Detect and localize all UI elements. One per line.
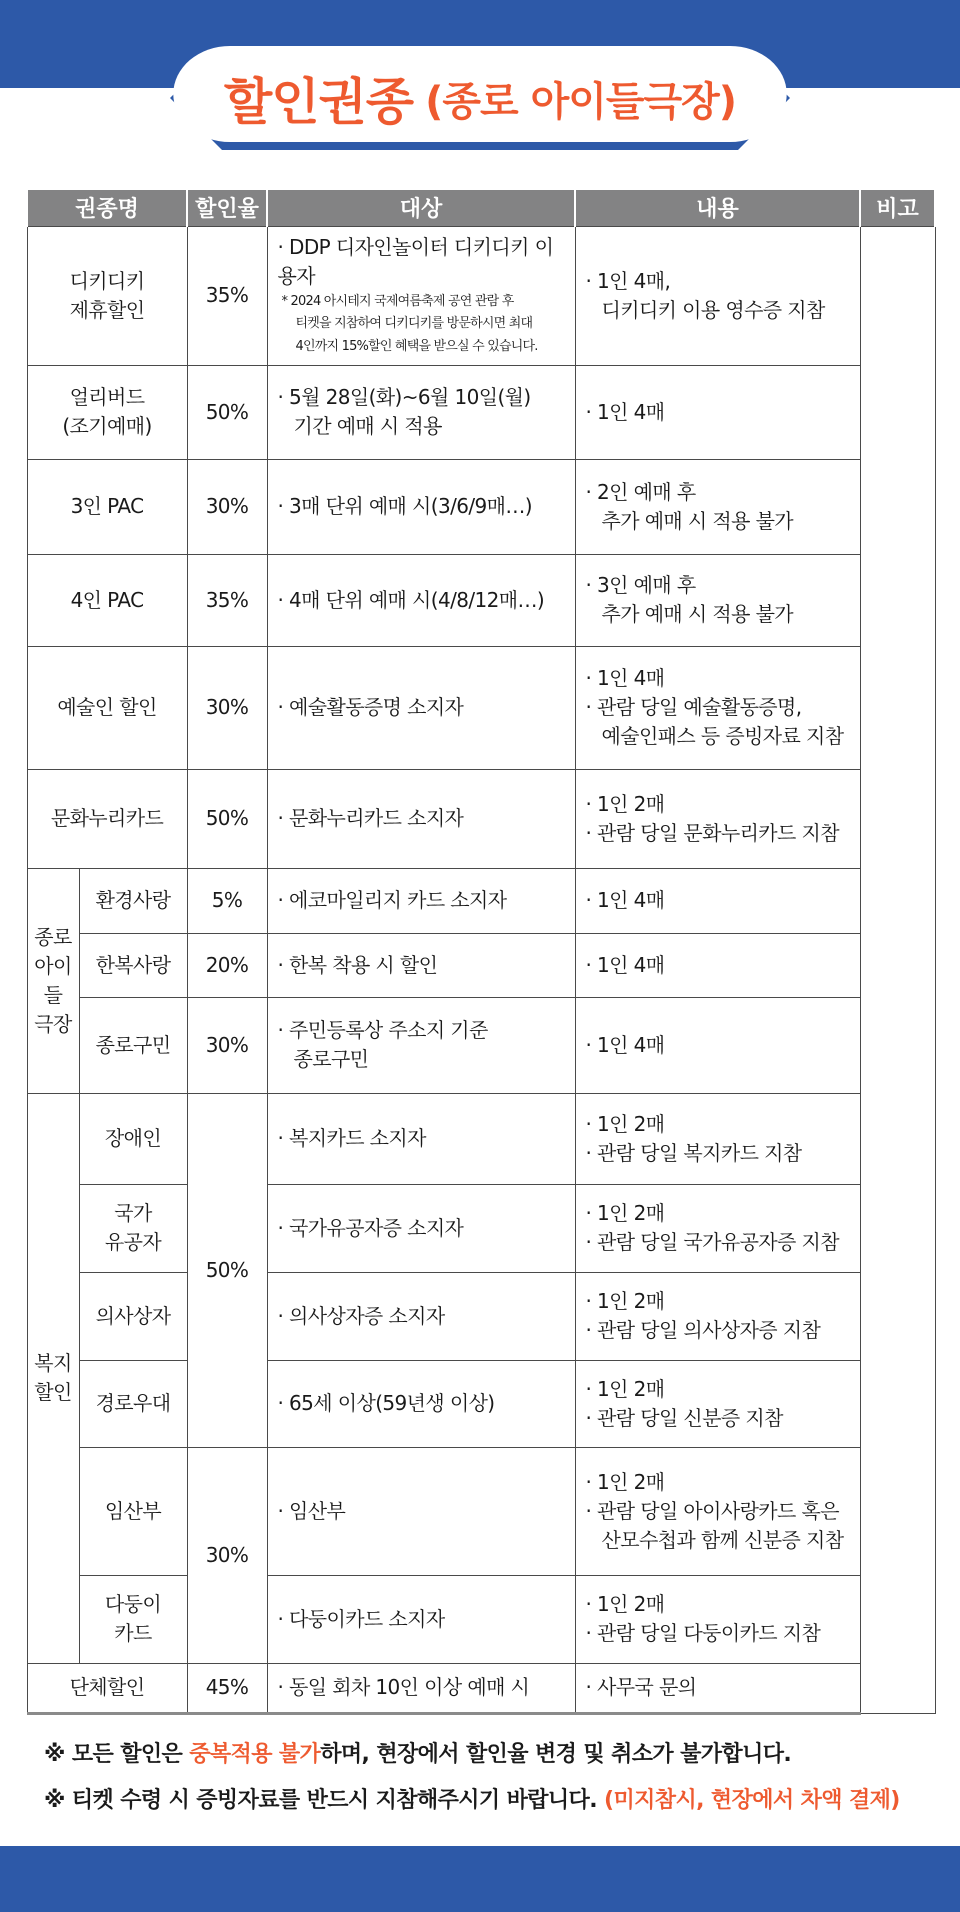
table-row — [27, 554, 935, 646]
name-line: 유공자 — [104, 1230, 162, 1255]
discount-rate: 20% — [187, 933, 267, 997]
discount-rate: 35% — [187, 226, 267, 365]
target-line: 기간 예매 시 적용 — [293, 414, 442, 439]
ticket-name — [79, 1184, 187, 1272]
content-line: · 1인 2매 — [585, 1376, 665, 1401]
content-line: · 1인 2매 — [585, 1289, 665, 1314]
ticket-name: 4인 PAC — [27, 554, 187, 646]
page-title — [168, 44, 792, 152]
target-line: · 5월 28일(화)~6월 10일(월) — [277, 385, 531, 410]
name-line: 디키디키 — [69, 268, 145, 293]
discount-table — [26, 190, 936, 1715]
target-line: · 의사상자증 소지자 — [277, 1303, 445, 1328]
content-line: 추가 예매 시 적용 불가 — [601, 508, 794, 533]
content — [575, 365, 860, 459]
content-line: · 1인 4매 — [585, 952, 665, 977]
name-line: (조기예매) — [62, 414, 152, 439]
table-header-row — [27, 190, 935, 226]
content-line: · 관람 당일 문화누리카드 지참 — [585, 820, 839, 845]
target — [267, 554, 575, 646]
group-jongno-theater — [27, 868, 79, 1093]
header-target: 대상 — [267, 190, 575, 226]
discount-rate: 30% — [187, 646, 267, 769]
target — [267, 1272, 575, 1360]
header-content: 내용 — [575, 190, 860, 226]
target — [267, 868, 575, 933]
content-line: · 1인 4매 — [585, 888, 665, 913]
content-line: · 1인 4매 — [585, 399, 665, 424]
content-line: · 2인 예매 후 — [585, 479, 696, 504]
content-line: · 관람 당일 예술활동증명, — [585, 695, 802, 720]
discount-rate: 30% — [187, 997, 267, 1093]
notice-no-duplicate — [44, 1732, 944, 1778]
content — [575, 1360, 860, 1447]
ticket-name: 문화누리카드 — [27, 769, 187, 868]
content-line: · 1인 2매 — [585, 1469, 665, 1494]
table-row — [27, 365, 935, 459]
target-line: · 한복 착용 시 할인 — [277, 952, 438, 977]
content — [575, 554, 860, 646]
table-row — [27, 1447, 935, 1575]
content — [575, 1447, 860, 1575]
ticket-name: 종로구민 — [79, 997, 187, 1093]
notice-highlight: (미지참시, 현장에서 차액 결제) — [604, 1788, 900, 1813]
target-line: · 복지카드 소지자 — [277, 1126, 426, 1151]
group-line: 복지 — [34, 1351, 72, 1376]
target-line: · 에코마일리지 카드 소지자 — [277, 888, 507, 913]
target-line: · DDP 디자인놀이터 디키디키 이용자 — [277, 234, 554, 288]
target — [267, 1575, 575, 1663]
name-line: 다둥이 — [104, 1592, 162, 1617]
ticket-name: 장애인 — [79, 1093, 187, 1184]
discount-rate: 35% — [187, 554, 267, 646]
title-main: 할인권종 — [223, 73, 414, 131]
table-row — [27, 997, 935, 1093]
table-row — [27, 1093, 935, 1184]
content-line: · 1인 4매, — [585, 268, 671, 293]
content-line: · 1인 4매 — [585, 1032, 665, 1057]
target — [267, 1184, 575, 1272]
header-ticket-name: 권종명 — [27, 190, 187, 226]
content — [575, 226, 860, 365]
target-line: · 3매 단위 예매 시(3/6/9매…) — [277, 494, 532, 519]
name-line: 카드 — [114, 1621, 152, 1646]
header-discount-rate: 할인율 — [187, 190, 267, 226]
target-line: · 문화누리카드 소지자 — [277, 806, 464, 831]
ticket-name: 예술인 할인 — [27, 646, 187, 769]
target-line: · 동일 회차 10인 이상 예매 시 — [277, 1675, 530, 1700]
discount-rate: 50% — [187, 1093, 267, 1447]
name-line: 얼리버드 — [69, 385, 145, 410]
group-line: 종로 — [34, 924, 72, 949]
remarks-column — [860, 226, 935, 1713]
content-line: · 관람 당일 국가유공자증 지참 — [585, 1230, 839, 1255]
content-line: · 1인 2매 — [585, 1111, 665, 1136]
group-line: 아이들 — [34, 953, 72, 1007]
table-row — [27, 868, 935, 933]
target — [267, 646, 575, 769]
name-line: 국가 — [114, 1201, 152, 1226]
table-row — [27, 459, 935, 554]
notice-text: ※ 모든 할인은 — [44, 1742, 190, 1767]
ticket-name: 임산부 — [79, 1447, 187, 1575]
target — [267, 365, 575, 459]
content — [575, 1093, 860, 1184]
content-line: · 사무국 문의 — [585, 1675, 697, 1700]
notice-highlight: 중복적용 불가 — [189, 1742, 321, 1767]
content — [575, 868, 860, 933]
target — [267, 1093, 575, 1184]
target — [267, 1663, 575, 1713]
content-line: 예술인패스 등 증빙자료 지참 — [601, 724, 844, 749]
discount-rate: 5% — [187, 868, 267, 933]
target-line: · 4매 단위 예매 시(4/8/12매…) — [277, 587, 545, 612]
target-line: 종로구민 — [293, 1047, 369, 1072]
title-sub: (종로 아이들극장) — [425, 78, 737, 125]
discount-rate: 30% — [187, 459, 267, 554]
table-row — [27, 1360, 935, 1447]
discount-rate: 50% — [187, 365, 267, 459]
content — [575, 933, 860, 997]
notice-section — [44, 1732, 944, 1824]
target — [267, 1360, 575, 1447]
content-line: 디키디키 이용 영수증 지참 — [601, 297, 825, 322]
group-welfare-discount — [27, 1093, 79, 1663]
target-line: · 65세 이상(59년생 이상) — [277, 1391, 495, 1416]
ticket-name: 3인 PAC — [27, 459, 187, 554]
table-row — [27, 933, 935, 997]
header-remarks: 비고 — [860, 190, 935, 226]
content-line: 산모수첩과 함께 신분증 지참 — [601, 1527, 844, 1552]
content-line: · 관람 당일 신분증 지참 — [585, 1405, 783, 1430]
content-line: · 관람 당일 아이사랑카드 혹은 — [585, 1498, 839, 1523]
target — [267, 933, 575, 997]
discount-rate: 50% — [187, 769, 267, 868]
ticket-name — [27, 226, 187, 365]
content-line: · 1인 4매 — [585, 666, 665, 691]
group-line: 할인 — [34, 1380, 72, 1405]
notice-bring-proof — [44, 1778, 944, 1824]
discount-rate: 45% — [187, 1663, 267, 1713]
content — [575, 459, 860, 554]
title-banner — [168, 44, 792, 152]
target-line: · 국가유공자증 소지자 — [277, 1215, 464, 1240]
content-line: 추가 예매 시 적용 불가 — [601, 602, 794, 627]
content-line: · 1인 2매 — [585, 1201, 665, 1226]
table-row — [27, 226, 935, 365]
target — [267, 1447, 575, 1575]
ticket-name: 단체할인 — [27, 1663, 187, 1713]
target-line: · 주민등록상 주소지 기준 — [277, 1018, 488, 1043]
target-line: · 예술활동증명 소지자 — [277, 695, 464, 720]
content-line: · 1인 2매 — [585, 1592, 665, 1617]
target — [267, 226, 575, 365]
target — [267, 769, 575, 868]
table-row — [27, 1184, 935, 1272]
target — [267, 997, 575, 1093]
table-row — [27, 769, 935, 868]
name-line: 제휴할인 — [69, 297, 145, 322]
ticket-name — [27, 365, 187, 459]
table-row — [27, 1575, 935, 1663]
content — [575, 646, 860, 769]
target-note-line: * 2024 아시테지 국제여름축제 공연 관람 후 — [281, 293, 514, 309]
content — [575, 1663, 860, 1713]
target-note-line: 티켓을 지참하여 디키디키를 방문하시면 최대 — [295, 316, 533, 332]
notice-text: 하며, 현장에서 할인율 변경 및 취소가 불가합니다. — [320, 1742, 792, 1767]
ticket-name: 의사상자 — [79, 1272, 187, 1360]
content-line: · 3인 예매 후 — [585, 573, 696, 598]
content — [575, 1272, 860, 1360]
group-line: 극장 — [34, 1011, 72, 1036]
target-line: · 다둥이카드 소지자 — [277, 1606, 445, 1631]
ticket-name: 경로우대 — [79, 1360, 187, 1447]
target-note-line: 4인까지 15%할인 혜택을 받으실 수 있습니다. — [295, 339, 538, 354]
content — [575, 1575, 860, 1663]
target — [267, 459, 575, 554]
content — [575, 997, 860, 1093]
table-row — [27, 646, 935, 769]
bottom-band — [0, 1846, 960, 1912]
content-line: · 1인 2매 — [585, 791, 665, 816]
content-line: · 관람 당일 의사상자증 지참 — [585, 1318, 821, 1343]
table-row — [27, 1663, 935, 1713]
table-row — [27, 1272, 935, 1360]
target-line: · 임산부 — [277, 1498, 346, 1523]
ticket-name: 환경사랑 — [79, 868, 187, 933]
ticket-name: 한복사랑 — [79, 933, 187, 997]
content-line: · 관람 당일 복지카드 지참 — [585, 1140, 802, 1165]
notice-text: ※ 티켓 수령 시 증빙자료를 반드시 지참해주시기 바랍니다. — [44, 1788, 605, 1813]
content-line: · 관람 당일 다둥이카드 지참 — [585, 1621, 821, 1646]
content — [575, 1184, 860, 1272]
ticket-name — [79, 1575, 187, 1663]
content — [575, 769, 860, 868]
discount-rate: 30% — [187, 1447, 267, 1663]
